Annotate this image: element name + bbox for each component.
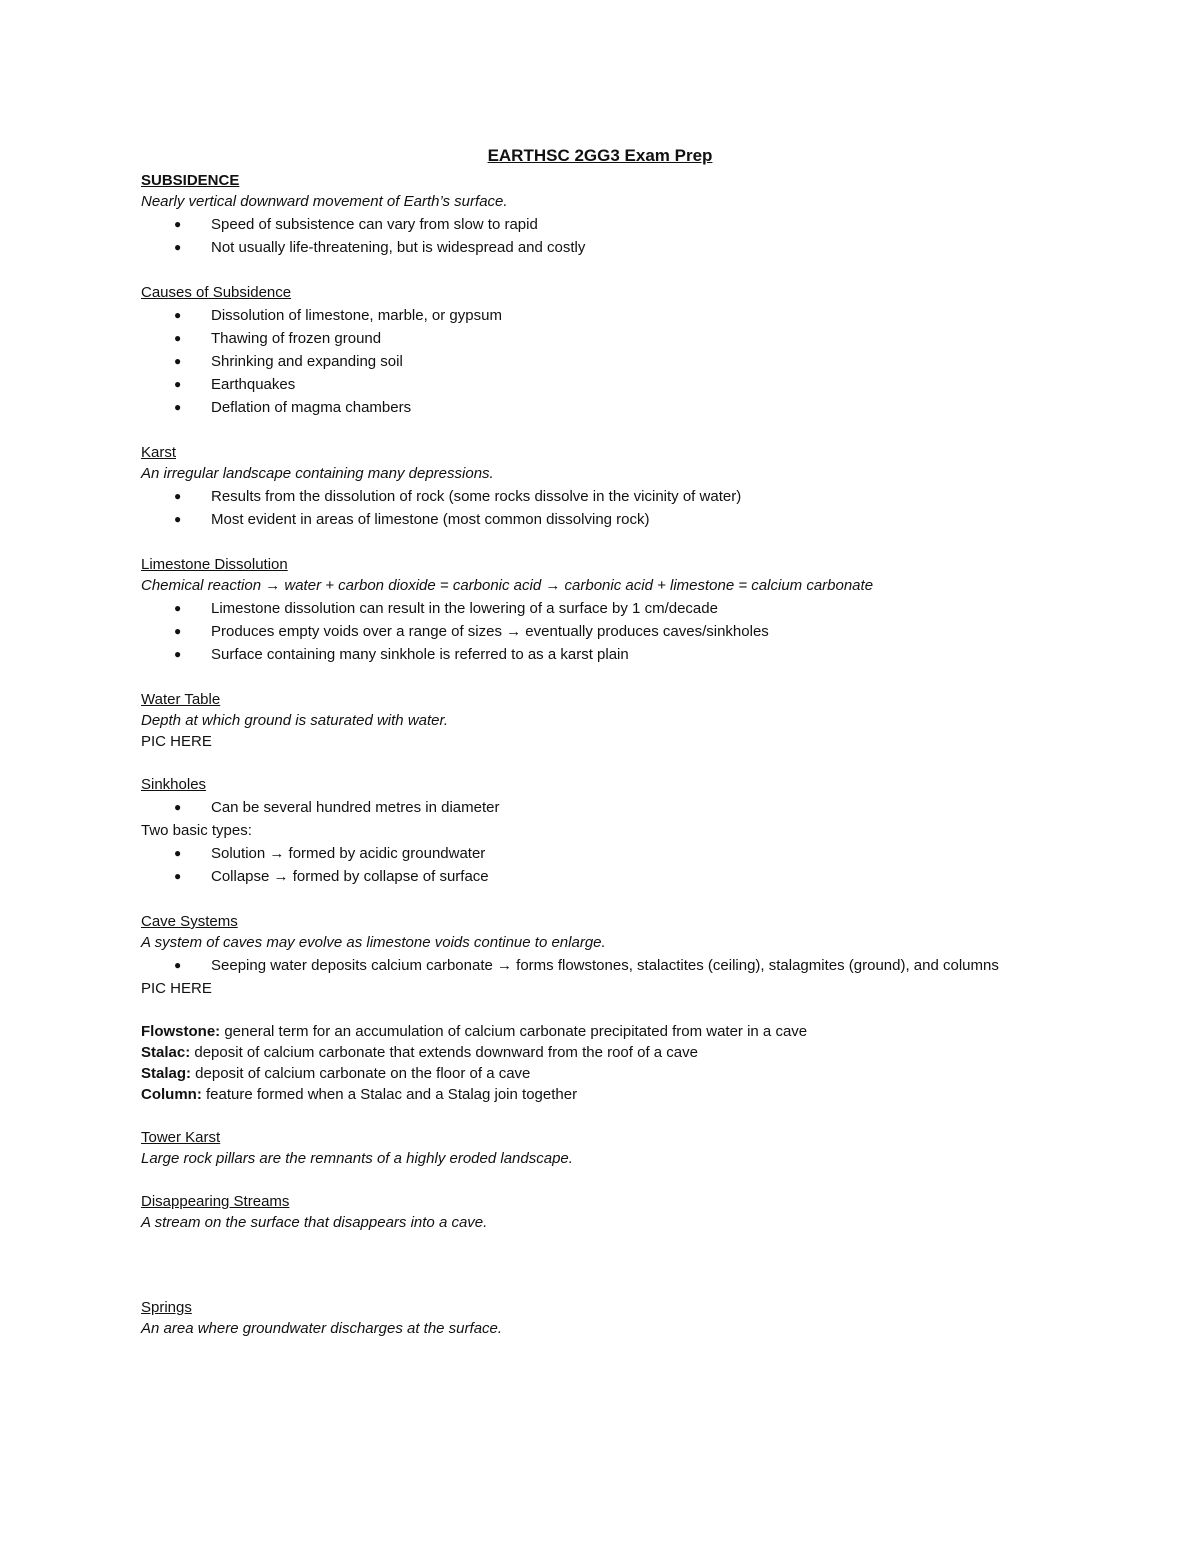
section-heading-springs: Springs — [141, 1299, 192, 1316]
list-item: ● Limestone dissolution can result in the lowering of a surface by 1 cm/decade — [141, 598, 1021, 619]
term-line — [141, 1021, 1021, 1042]
springs-definition: An area where groundwater discharges at the surface. — [141, 1320, 503, 1337]
list-item: ● Produces empty voids over a range of sizes → eventually produces caves/sinkholes — [141, 621, 1021, 642]
limestone-list — [141, 598, 1021, 665]
list-item: ● Speed of subsistence can vary from slow to rapid — [141, 214, 1021, 235]
section-heading-subsidence: SUBSIDENCE — [141, 172, 240, 189]
term-label: Column: — [141, 1086, 202, 1103]
document-title: EARTHSC 2GG3 Exam Prep — [487, 146, 713, 165]
term-description: feature formed when a Stalac and a Stalag join together — [201, 1086, 578, 1103]
section-heading-causes: Causes of Subsidence — [141, 284, 292, 301]
water-table-note: PIC HERE — [141, 733, 212, 750]
term-label: Flowstone: — [141, 1023, 221, 1040]
term-description: deposit of calcium carbonate on the floor of a cave — [191, 1065, 531, 1082]
term-label: Stalac: — [141, 1044, 191, 1061]
section-heading-karst: Karst — [141, 444, 177, 461]
section-heading-water-table: Water Table — [141, 691, 221, 708]
list-item: ● Results from the dissolution of rock (some rocks dissolve in the vicinity of water) — [141, 486, 1021, 507]
section-heading-tower-karst: Tower Karst — [141, 1129, 221, 1146]
list-item: ● Dissolution of limestone, marble, or gypsum — [141, 305, 1021, 326]
sinkholes-types-list — [141, 843, 1021, 887]
list-item: ● Shrinking and expanding soil — [141, 351, 1021, 372]
list-item: ● Most evident in areas of limestone (most common dissolving rock) — [141, 509, 1021, 530]
tower-karst-definition: Large rock pillars are the remnants of a highly eroded landscape. — [141, 1150, 573, 1167]
list-item: ● Not usually life-threatening, but is widespread and costly — [141, 237, 1021, 258]
section-heading-cave-systems: Cave Systems — [141, 913, 238, 930]
list-item: ● Seeping water deposits calcium carbonate → forms flowstones, stalactites (ceiling), stalagmites (ground), and columns — [141, 955, 1021, 976]
term-description: general term for an accumulation of calcium carbonate precipitated from water in a cave — [220, 1023, 808, 1040]
list-item: ● Can be several hundred metres in diameter — [141, 797, 1021, 818]
cave-systems-definition: A system of caves may evolve as limestone voids continue to enlarge. — [141, 934, 606, 951]
disappearing-streams-definition: A stream on the surface that disappears into a cave. — [141, 1214, 488, 1231]
water-table-definition: Depth at which ground is saturated with water. — [141, 712, 449, 729]
term-line — [141, 1063, 1021, 1084]
section-heading-disappearing-streams: Disappearing Streams — [141, 1193, 290, 1210]
limestone-definition: Chemical reaction → water + carbon dioxide = carbonic acid → carbonic acid + limestone = calcium carbonate — [141, 577, 874, 594]
cave-systems-note: PIC HERE — [141, 980, 212, 997]
document-body — [141, 170, 1021, 1339]
karst-definition: An irregular landscape containing many depressions. — [141, 465, 494, 482]
sinkholes-subtext: Two basic types: — [141, 822, 252, 839]
cave-systems-list — [141, 955, 1021, 976]
list-item: ● Solution → formed by acidic groundwater — [141, 843, 1021, 864]
list-item: ● Thawing of frozen ground — [141, 328, 1021, 349]
list-item: ● Collapse → formed by collapse of surface — [141, 866, 1021, 887]
subsidence-definition: Nearly vertical downward movement of Earth’s surface. — [141, 193, 508, 210]
section-heading-limestone: Limestone Dissolution — [141, 556, 288, 573]
list-item: ● Surface containing many sinkhole is referred to as a karst plain — [141, 644, 1021, 665]
list-item: ● Deflation of magma chambers — [141, 397, 1021, 418]
term-line — [141, 1084, 1021, 1105]
causes-list — [141, 305, 1021, 418]
subsidence-list — [141, 214, 1021, 258]
sinkholes-list — [141, 797, 1021, 818]
section-heading-sinkholes: Sinkholes — [141, 776, 207, 793]
karst-list — [141, 486, 1021, 530]
term-label: Stalag: — [141, 1065, 192, 1082]
list-item: ● Earthquakes — [141, 374, 1021, 395]
term-description: deposit of calcium carbonate that extends downward from the roof of a cave — [190, 1044, 698, 1061]
term-line — [141, 1042, 1021, 1063]
